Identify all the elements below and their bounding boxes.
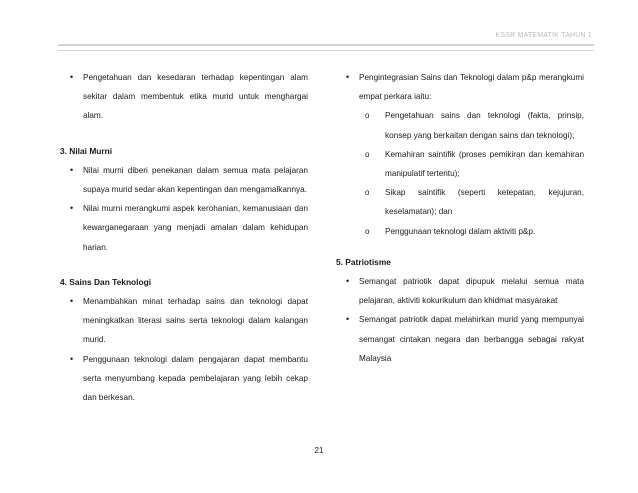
bullet-alam-sekitar: • Pengetahuan dan kesedaran terhadap kepentingan alam sekitar dalam membentuk etika murid untuk menghargai alam.: [60, 68, 308, 126]
sub-list-item: [336, 183, 584, 221]
header-rule: [58, 44, 594, 51]
bullet-patriotisme-1: • Semangat patriotik dapat dipupuk melalui semua mata pelajaran, aktiviti kokurikulum dan khidmat masyarakat: [336, 272, 584, 310]
right-column: [336, 68, 584, 368]
sub-list-marker: o: [365, 149, 370, 159]
running-header: KSSR MATEMATIK TAHUN 1: [495, 32, 592, 39]
section-heading-nilai-murni: 3. Nilai Murni: [60, 145, 113, 156]
sub-list-item: [336, 222, 584, 241]
section-heading-sains-teknologi: 4. Sains Dan Teknologi: [60, 276, 152, 287]
bullet-nilai-murni-2: • Nilai murni merangkumi aspek kerohanian, kemanusiaan dan kewarganegaraan yang menjadi amalan dalam kehidupan harian.: [60, 199, 308, 257]
sub-item-pengetahuan: Pengetahuan sains dan teknologi (fakta, prinsip, konsep yang berkaitan dengan sains dan teknologi);: [385, 111, 584, 140]
sub-list-marker: o: [365, 226, 370, 236]
bullet-patriotisme-2: • Semangat patriotik dapat melahirkan murid yang mempunyai semangat cintakan negara dan berbangga sebagai rakyat Malaysia: [336, 310, 584, 368]
left-column: [60, 68, 308, 407]
sub-list-item: [336, 145, 584, 183]
sub-item-penggunaan: Penggunaan teknologi dalam aktiviti p&p.: [385, 226, 536, 236]
bullet-sains-teknologi-2: • Penggunaan teknologi dalam pengajaran dapat membantu serta menyumbang kepada pembelajaran yang lebih cekap dan berkesan.: [60, 350, 308, 408]
bullet-nilai-murni-1: • Nilai murni diberi penekanan dalam semua mata pelajaran supaya murid sedar akan kepentingan dan mengamalkannya.: [60, 161, 308, 199]
sub-list-item: [336, 106, 584, 144]
sub-list-marker: o: [365, 188, 370, 198]
bullet-pengintegrasian: • Pengintegrasian Sains dan Teknologi dalam p&p merangkumi empat perkara iaitu:: [336, 68, 584, 106]
section-heading-patriotisme: 5. Patriotisme: [336, 256, 391, 267]
page-number: 21: [314, 446, 324, 455]
bullet-sains-teknologi-1: • Menambahkan minat terhadap sains dan teknologi dapat meningkatkan literasi sains serta teknologi dalam kalangan murid.: [60, 292, 308, 350]
sub-item-kemahiran: Kemahiran saintifik (proses pemikiran dan kemahiran manipulatif tertentu);: [385, 149, 584, 179]
sub-item-sikap: Sikap saintifik (seperti ketepatan, kejujuran, keselamatan); dan: [385, 188, 584, 217]
sub-list-marker: o: [365, 111, 370, 121]
